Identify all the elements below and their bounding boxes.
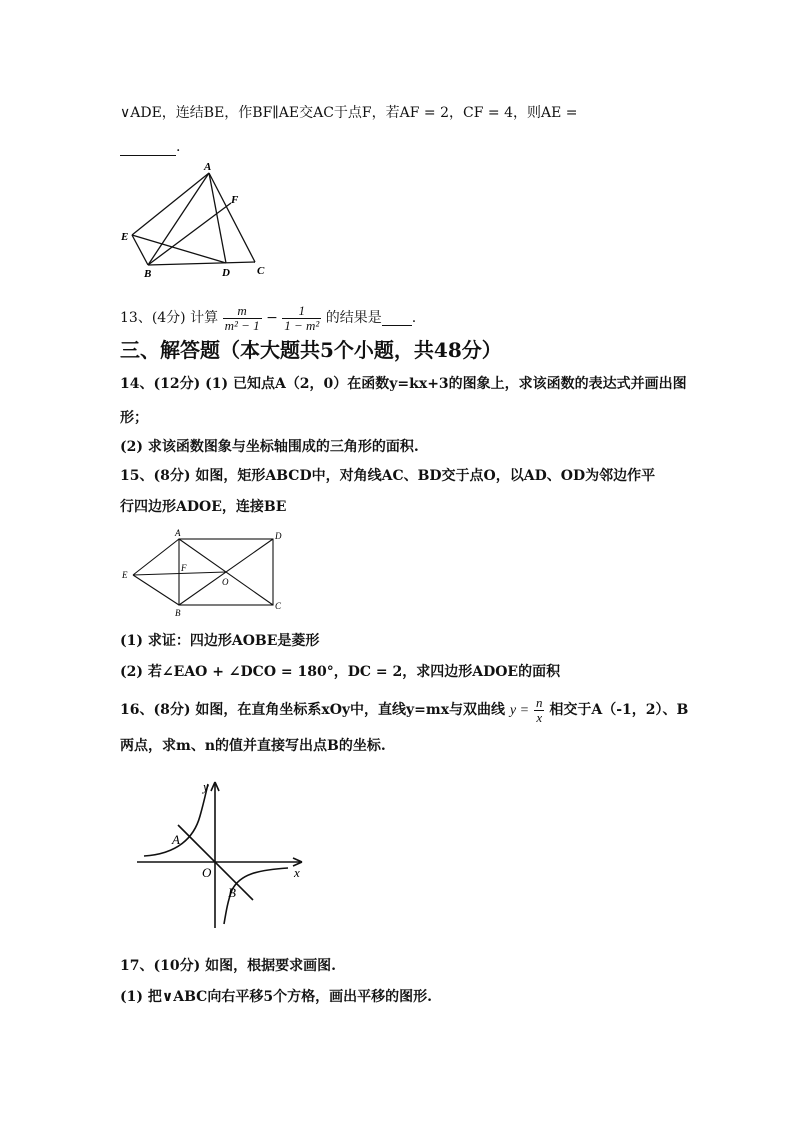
label-C: C bbox=[275, 601, 282, 611]
answer-blank bbox=[120, 141, 176, 156]
q14-line1: 14、(12分) (1) 已知点A（2，0）在函数y=kx+3的图象上，求该函数的表达式并画出图 bbox=[120, 376, 687, 392]
section-title: 三、解答题（本大题共5个小题，共48分） bbox=[120, 338, 502, 362]
q13-fraction-1 bbox=[223, 304, 262, 333]
q14-line3: (2) 求该函数图象与坐标轴围成的三角形的面积. bbox=[120, 439, 419, 455]
q13-fraction-2 bbox=[282, 304, 321, 333]
q16-figure bbox=[132, 776, 310, 932]
q12-text-line: ∨ADE，连结BE，作BF∥AE交AC于点F，若AF = 2，CF = 4，则AE = bbox=[120, 105, 578, 121]
q13-suffix: 的结果是 bbox=[325, 310, 382, 326]
label-B: B bbox=[228, 885, 236, 900]
minus-sign: − bbox=[266, 310, 278, 326]
frac1-numerator: m bbox=[223, 304, 262, 319]
label-F: F bbox=[181, 563, 187, 573]
q12-period: . bbox=[176, 139, 181, 155]
q16-y-eq: y = bbox=[509, 703, 530, 718]
q16-line1 bbox=[120, 693, 688, 728]
q15-line1: 15、(8分) 如图，矩形ABCD中，对角线AC、BD交于点O，以AD、OD为邻边作平 bbox=[120, 468, 656, 484]
q17-line2: (1) 把∨ABC向右平移5个方格，画出平移的图形. bbox=[120, 989, 432, 1005]
label-O: O bbox=[202, 865, 212, 880]
label-B: B bbox=[144, 268, 152, 280]
label-A: A bbox=[172, 832, 180, 847]
label-O: O bbox=[222, 577, 229, 587]
label-B: B bbox=[175, 608, 181, 618]
q15-part2: (2) 若∠EAO + ∠DCO = 180°，DC = 2，求四边形ADOE的面积 bbox=[120, 664, 561, 680]
q13-period: . bbox=[411, 310, 417, 326]
label-x: x bbox=[294, 865, 300, 880]
frac2-denominator: 1 − m² bbox=[284, 317, 320, 333]
q13-line bbox=[120, 300, 416, 336]
q14-line2: 形； bbox=[120, 410, 148, 426]
q16-line2: 两点，求m、n的值并直接写出点B的坐标. bbox=[120, 738, 386, 754]
q12-answer-line bbox=[120, 138, 180, 156]
label-E: E bbox=[122, 570, 128, 580]
label-E: E bbox=[121, 231, 129, 243]
q13-prefix: 13、(4分) 计算 bbox=[120, 310, 219, 326]
q16-text-a: 16、(8分) 如图，在直角坐标系xOy中，直线y=mx与双曲线 bbox=[120, 702, 506, 718]
frac1-denominator: m² − 1 bbox=[224, 317, 260, 333]
label-y: y bbox=[203, 779, 209, 794]
label-D: D bbox=[275, 531, 282, 541]
label-F: F bbox=[231, 194, 239, 206]
answer-blank bbox=[382, 311, 412, 326]
frac-numerator: n bbox=[535, 694, 543, 710]
label-A: A bbox=[175, 528, 181, 538]
label-A: A bbox=[204, 161, 212, 173]
q15-part1: (1) 求证：四边形AOBE是菱形 bbox=[120, 633, 320, 649]
q16-fraction bbox=[534, 696, 545, 725]
frac2-numerator: 1 bbox=[282, 304, 321, 319]
q16-text-b: 相交于A（-1，2）、B bbox=[549, 702, 689, 718]
label-C: C bbox=[257, 265, 265, 277]
q15-line2: 行四边形ADOE，连接BE bbox=[120, 499, 287, 515]
q17-line1: 17、(10分) 如图，根据要求画图. bbox=[120, 958, 336, 974]
frac-denominator: x bbox=[536, 709, 543, 725]
label-D: D bbox=[222, 267, 230, 279]
q12-figure bbox=[118, 158, 280, 282]
q15-figure bbox=[118, 527, 290, 619]
